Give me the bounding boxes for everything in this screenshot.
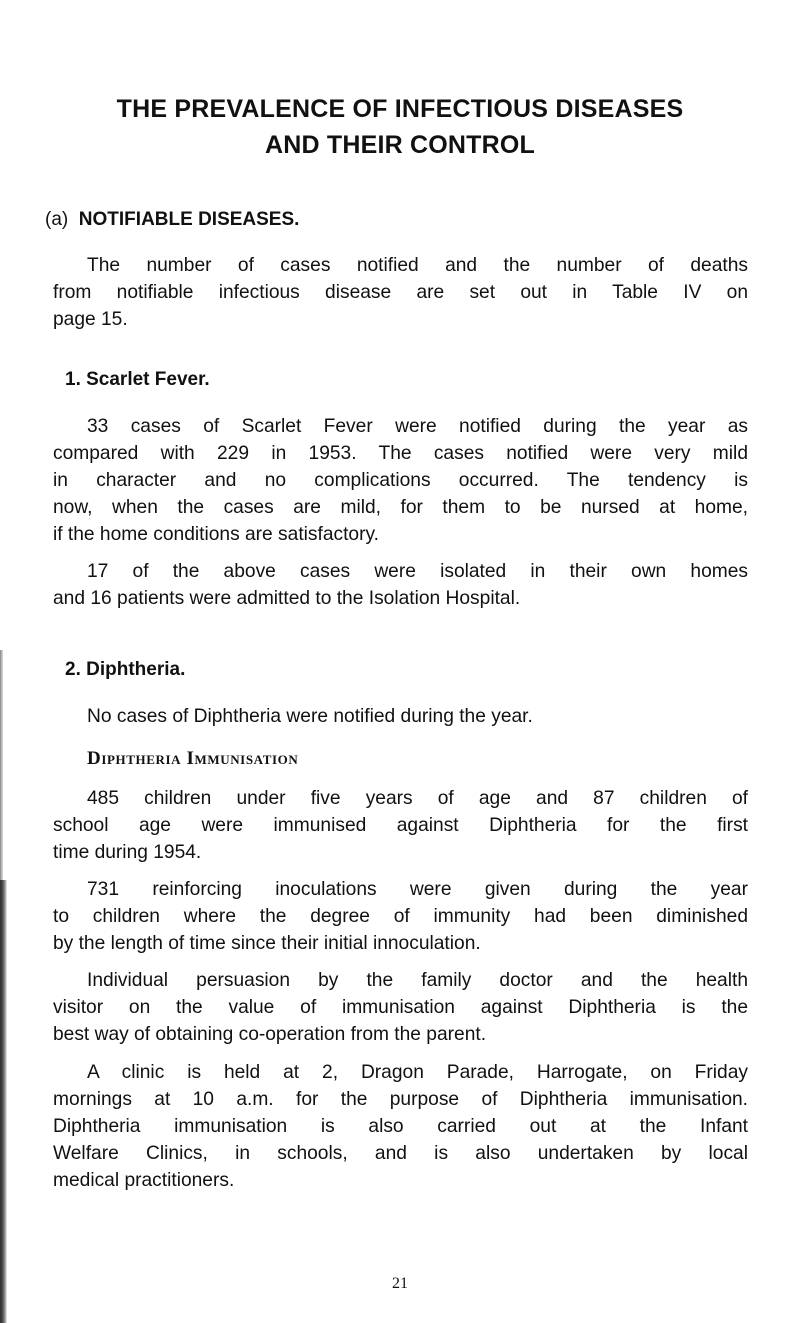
paragraph-line: school age were immunised against Diphtheria for the first xyxy=(53,815,748,836)
paragraph-line: Diphtheria immunisation is also carried out at the Infant xyxy=(53,1116,748,1137)
paragraph-line: mornings at 10 a.m. for the purpose of Diphtheria immunisation. xyxy=(53,1089,748,1110)
paragraph-line: 17 of the above cases were isolated in their own homes xyxy=(87,561,748,582)
paragraph-line: by the length of time since their initial innoculation. xyxy=(53,933,481,954)
paragraph-line: 731 reinforcing inoculations were given during the year xyxy=(87,879,748,900)
diphtheria-immunisation-heading: Diphtheria Immunisation xyxy=(87,748,299,769)
scarlet-fever-heading: 1. Scarlet Fever. xyxy=(65,369,210,390)
paragraph-line: No cases of Diphtheria were notified during the year. xyxy=(87,706,533,727)
page-binding-shadow-upper xyxy=(0,650,3,880)
paragraph-line: to children where the degree of immunity had been diminished xyxy=(53,906,748,927)
paragraph-line: best way of obtaining co-operation from the parent. xyxy=(53,1024,487,1045)
diphtheria-paragraph-4 xyxy=(53,967,748,1048)
paragraph-line: compared with 229 in 1953. The cases notified were very mild xyxy=(53,443,748,464)
diphtheria-heading: 2. Diphtheria. xyxy=(65,659,186,680)
paragraph-line: 33 cases of Scarlet Fever were notified during the year as xyxy=(87,416,748,437)
paragraph-line: time during 1954. xyxy=(53,842,202,863)
paragraph-line: A clinic is held at 2, Dragon Parade, Harrogate, on Friday xyxy=(87,1062,748,1083)
page-number: 21 xyxy=(392,1275,408,1292)
page-binding-shadow xyxy=(0,880,7,1323)
paragraph-line: if the home conditions are satisfactory. xyxy=(53,524,379,545)
diphtheria-paragraph-1 xyxy=(53,703,748,730)
paragraph-line: The number of cases notified and the number of deaths xyxy=(87,255,748,276)
paragraph-line: 485 children under five years of age and 87 children of xyxy=(87,788,748,809)
section-a-intro-paragraph xyxy=(53,252,748,333)
paragraph-line: in character and no complications occurred. The tendency is xyxy=(53,470,748,491)
paragraph-line: visitor on the value of immunisation against Diphtheria is the xyxy=(53,997,748,1018)
scarlet-fever-paragraph-1 xyxy=(53,413,748,548)
scarlet-fever-paragraph-2 xyxy=(53,558,748,612)
diphtheria-paragraph-3 xyxy=(53,876,748,957)
paragraph-line: page 15. xyxy=(53,309,128,330)
paragraph-line: from notifiable infectious disease are set out in Table IV on xyxy=(53,282,748,303)
diphtheria-paragraph-2 xyxy=(53,785,748,866)
paragraph-line: now, when the cases are mild, for them to be nursed at home, xyxy=(53,497,748,518)
section-a-title: NOTIFIABLE DISEASES. xyxy=(78,209,300,230)
page-title-line-2: AND THEIR CONTROL xyxy=(264,131,536,159)
page-title-line-1: THE PREVALENCE OF INFECTIOUS DISEASES xyxy=(116,95,684,123)
paragraph-line: medical practitioners. xyxy=(53,1170,235,1191)
section-a-marker: (a) xyxy=(45,209,69,230)
paragraph-line: Individual persuasion by the family doctor and the health xyxy=(87,970,748,991)
paragraph-line: and 16 patients were admitted to the Isolation Hospital. xyxy=(53,588,521,609)
section-a-heading xyxy=(45,208,299,232)
paragraph-line: Welfare Clinics, in schools, and is also undertaken by local xyxy=(53,1143,748,1164)
diphtheria-paragraph-5 xyxy=(53,1059,748,1194)
